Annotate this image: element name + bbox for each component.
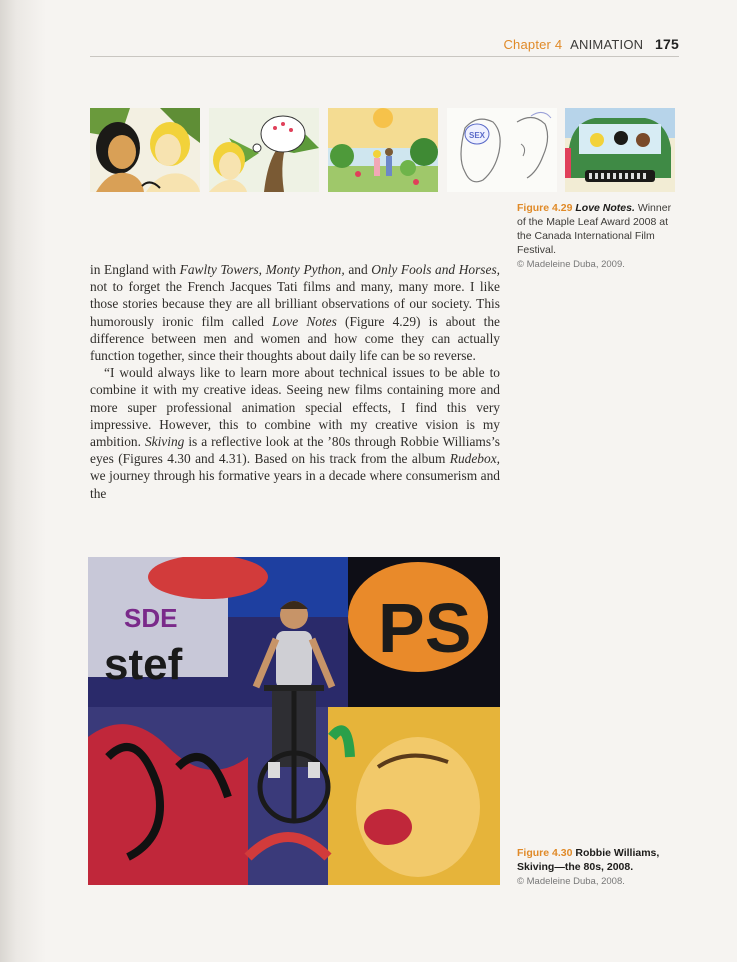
chapter-label: Chapter 4: [503, 37, 563, 52]
text-run: is a reflective look at the ’80s through Robbie Williams’s eyes (Figures 4.30 and 4.31). Based on his track from the album: [90, 434, 500, 467]
figure-credit: © Madeleine Duba, 2008.: [517, 876, 625, 887]
figure-title: Love Notes.: [575, 202, 635, 214]
figure-4-30-caption: [517, 846, 682, 889]
figure-4-29-caption: [517, 201, 682, 272]
text-run: in England with: [90, 262, 180, 277]
thumb-couple-cartoon: [90, 108, 200, 192]
thumb-sketch-faces: [447, 108, 557, 192]
figure-credit: © Madeleine Duba, 2009.: [517, 259, 625, 270]
graffiti-word-ps: PS: [378, 589, 472, 667]
italic-title-run: Rudebox,: [449, 451, 500, 467]
italic-title-run: Love Notes: [272, 313, 337, 329]
text-run: we journey through his formative years in a decade where consumerism and the: [90, 468, 500, 501]
section-label: ANIMATION: [570, 37, 644, 52]
page-number: 175: [655, 36, 679, 52]
thumb-car-scene: [565, 108, 675, 192]
figure-4-30-photo: [88, 557, 500, 885]
figure-description: Winner of the Maple Leaf Award 2008 at the Canada International Film Festival.: [517, 202, 672, 256]
italic-title-run: Skiving: [144, 434, 185, 450]
graffiti-word-stef: stef: [104, 640, 183, 689]
book-spine-shadow: [0, 0, 46, 962]
italic-title-run: Only Fools and Horses,: [371, 262, 501, 277]
figure-title: Robbie Williams, Skiving—the 80s, 2008.: [517, 847, 660, 873]
paragraph-2: [90, 364, 500, 502]
text-run: not to forget the French Jacques Tati films and many, many more. I like those stories because they are all brilliant observations of our society. This humorously ironic film called: [90, 279, 500, 329]
running-head: [503, 36, 679, 52]
text-run: (Figure 4.29) is about the difference between men and women and how come they can actually function together, since their thoughts about daily life can be so reverse.: [90, 313, 500, 364]
graffiti-word-sde: SDE: [124, 603, 178, 633]
paragraph-1: [90, 261, 500, 364]
text-run: “I would always like to learn more about technical issues to be able to combine it with my creative ideas. Seeing new films containing more and more super professional animation special effects, I find this very impressive. However, this to combine with my creative vision is my ambition.: [90, 365, 500, 450]
thumb-blonde-thought-bubble: [209, 108, 319, 192]
body-text: [90, 261, 500, 502]
figure-label: Figure 4.30: [517, 847, 573, 859]
italic-title-run: Fawlty Towers, Monty Python,: [179, 262, 345, 277]
thumb-garden-scene: [328, 108, 438, 192]
figure-4-29-strip: [90, 108, 675, 192]
text-run: and: [344, 262, 372, 277]
sketch-bubble-word: SEX: [469, 131, 486, 140]
header-rule: [90, 56, 679, 57]
figure-label: Figure 4.29: [517, 202, 573, 214]
